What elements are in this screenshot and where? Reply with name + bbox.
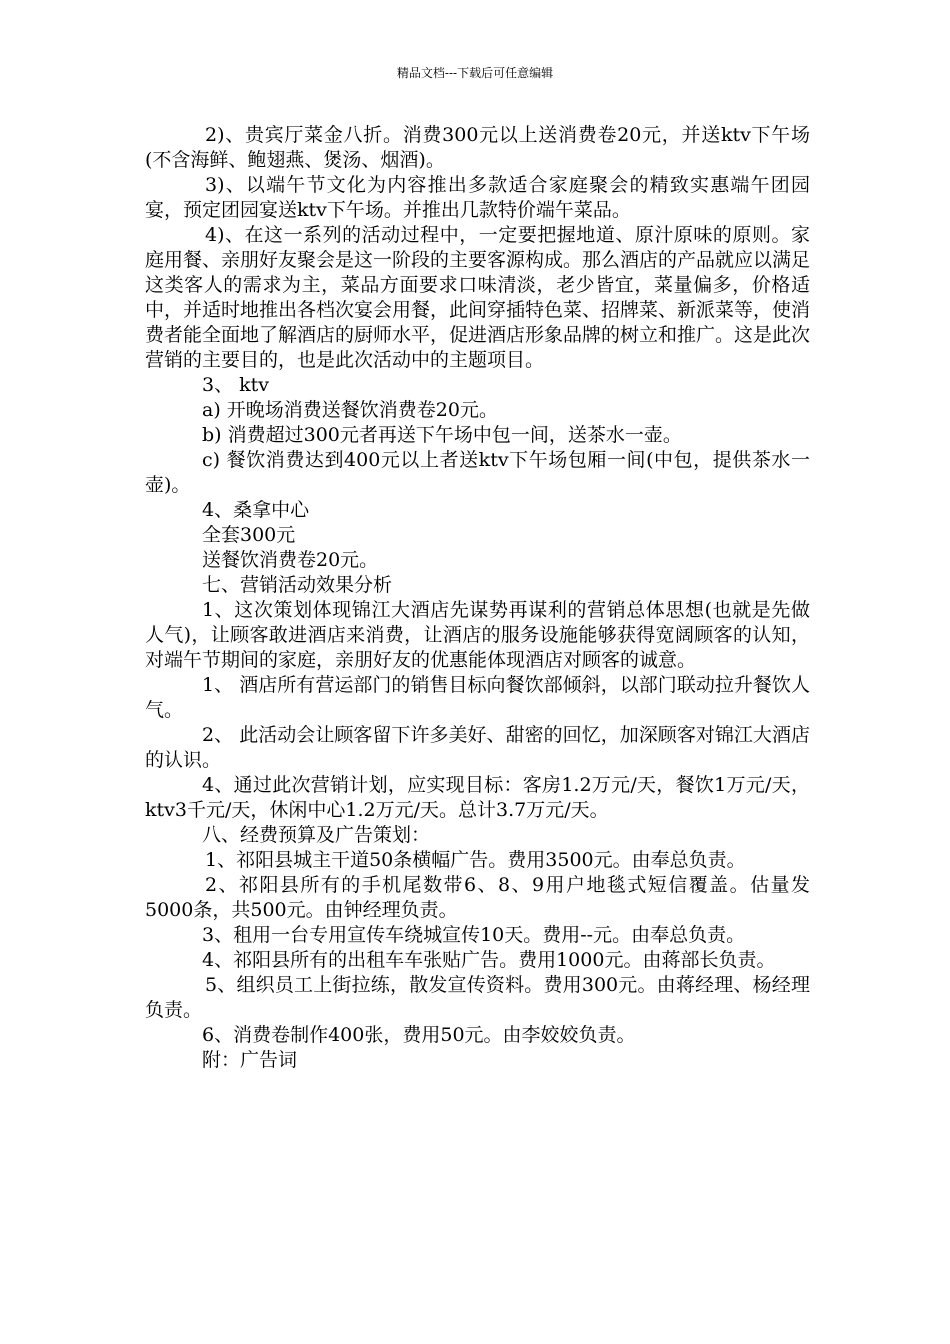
paragraph: 1、祁阳县城主干道50条横幅广告。费用3500元。由奉总负责。 [205, 849, 746, 871]
page-header: 精品文档---下载后可任意编辑 [396, 66, 554, 80]
paragraph: 2、 此活动会让顾客留下许多美好、甜密的回忆，加深顾客对锦江大酒店的认识。 [145, 724, 810, 771]
paragraph: 附：广告词 [202, 1049, 298, 1071]
paragraph: 七、营销活动效果分析 [202, 574, 393, 596]
paragraph: 1、 酒店所有营运部门的销售目标向餐饮部倾斜，以部门联动拉升餐饮人气。 [145, 674, 810, 721]
paragraph: 八、经费预算及广告策划： [202, 824, 431, 846]
paragraph: 4)、在这一系列的活动过程中，一定要把握地道、原汁原味的原则。家庭用餐、亲朋好友聚会是这一阶段的主要客源构成。那么酒店的产品就应以满足这类客人的需求为主，菜品方面要求口味清淡，老少皆宜，菜量偏多，价格适中，并适时地推出各档次宴会用餐，此间穿插特色菜、招牌菜、新派菜等，使消费者能全面地了解酒店的厨师水平，促进酒店形象品牌的树立和推广。这是此次营销的主要目的，也是此次活动中的主题项目。 [145, 224, 811, 371]
paragraph: 2、祁阳县所有的手机尾数带6、8、9用户地毯式短信覆盖。估量发5000条，共500元。由钟经理负责。 [145, 874, 810, 921]
paragraph: 2)、贵宾厅菜金八折。消费300元以上送消费卷20元，并送ktv下午场(不含海鲜、鲍翅燕、煲汤、烟酒)。 [145, 124, 810, 171]
paragraph: 全套300元 [202, 524, 296, 546]
paragraph: 送餐饮消费卷20元。 [202, 549, 379, 571]
document-body [145, 123, 810, 1073]
paragraph: c) 餐饮消费达到400元以上者送ktv下午场包厢一间(中包，提供茶水一壶)。 [145, 449, 810, 496]
paragraph: a) 开晚场消费送餐饮消费卷20元。 [202, 399, 498, 421]
paragraph: 6、消费卷制作400张，费用50元。由李姣姣负责。 [202, 1024, 636, 1046]
paragraph: 5、组织员工上街拉练，散发宣传资料。费用300元。由蒋经理、杨经理负责。 [145, 974, 810, 1021]
paragraph: 3)、以端午节文化为内容推出多款适合家庭聚会的精致实惠端午团园宴，预定团园宴送ktv下午场。并推出几款特价端午菜品。 [145, 174, 810, 221]
paragraph: 1、这次策划体现锦江大酒店先谋势再谋利的营销总体思想(也就是先做人气)，让顾客敢进酒店来消费，让酒店的服务设施能够获得宽阔顾客的认知，对端午节期间的家庭，亲朋好友的优惠能体现酒店对顾客的诚意。 [145, 599, 810, 671]
paragraph: b) 消费超过300元者再送下午场中包一间，送茶水一壶。 [202, 424, 682, 446]
paragraph: 3、 ktv [202, 374, 270, 396]
paragraph: 4、桑拿中心 [202, 499, 310, 521]
paragraph: 4、祁阳县所有的出租车车张贴广告。费用1000元。由蒋部长负责。 [202, 949, 776, 971]
paragraph: 3、租用一台专用宣传车绕城宣传10天。费用--元。由奉总负责。 [202, 924, 746, 946]
paragraph: 4、通过此次营销计划，应实现目标：客房1.2万元/天，餐饮1万元/天，ktv3千元/天，休闲中心1.2万元/天。总计3.7万元/天。 [145, 774, 810, 821]
